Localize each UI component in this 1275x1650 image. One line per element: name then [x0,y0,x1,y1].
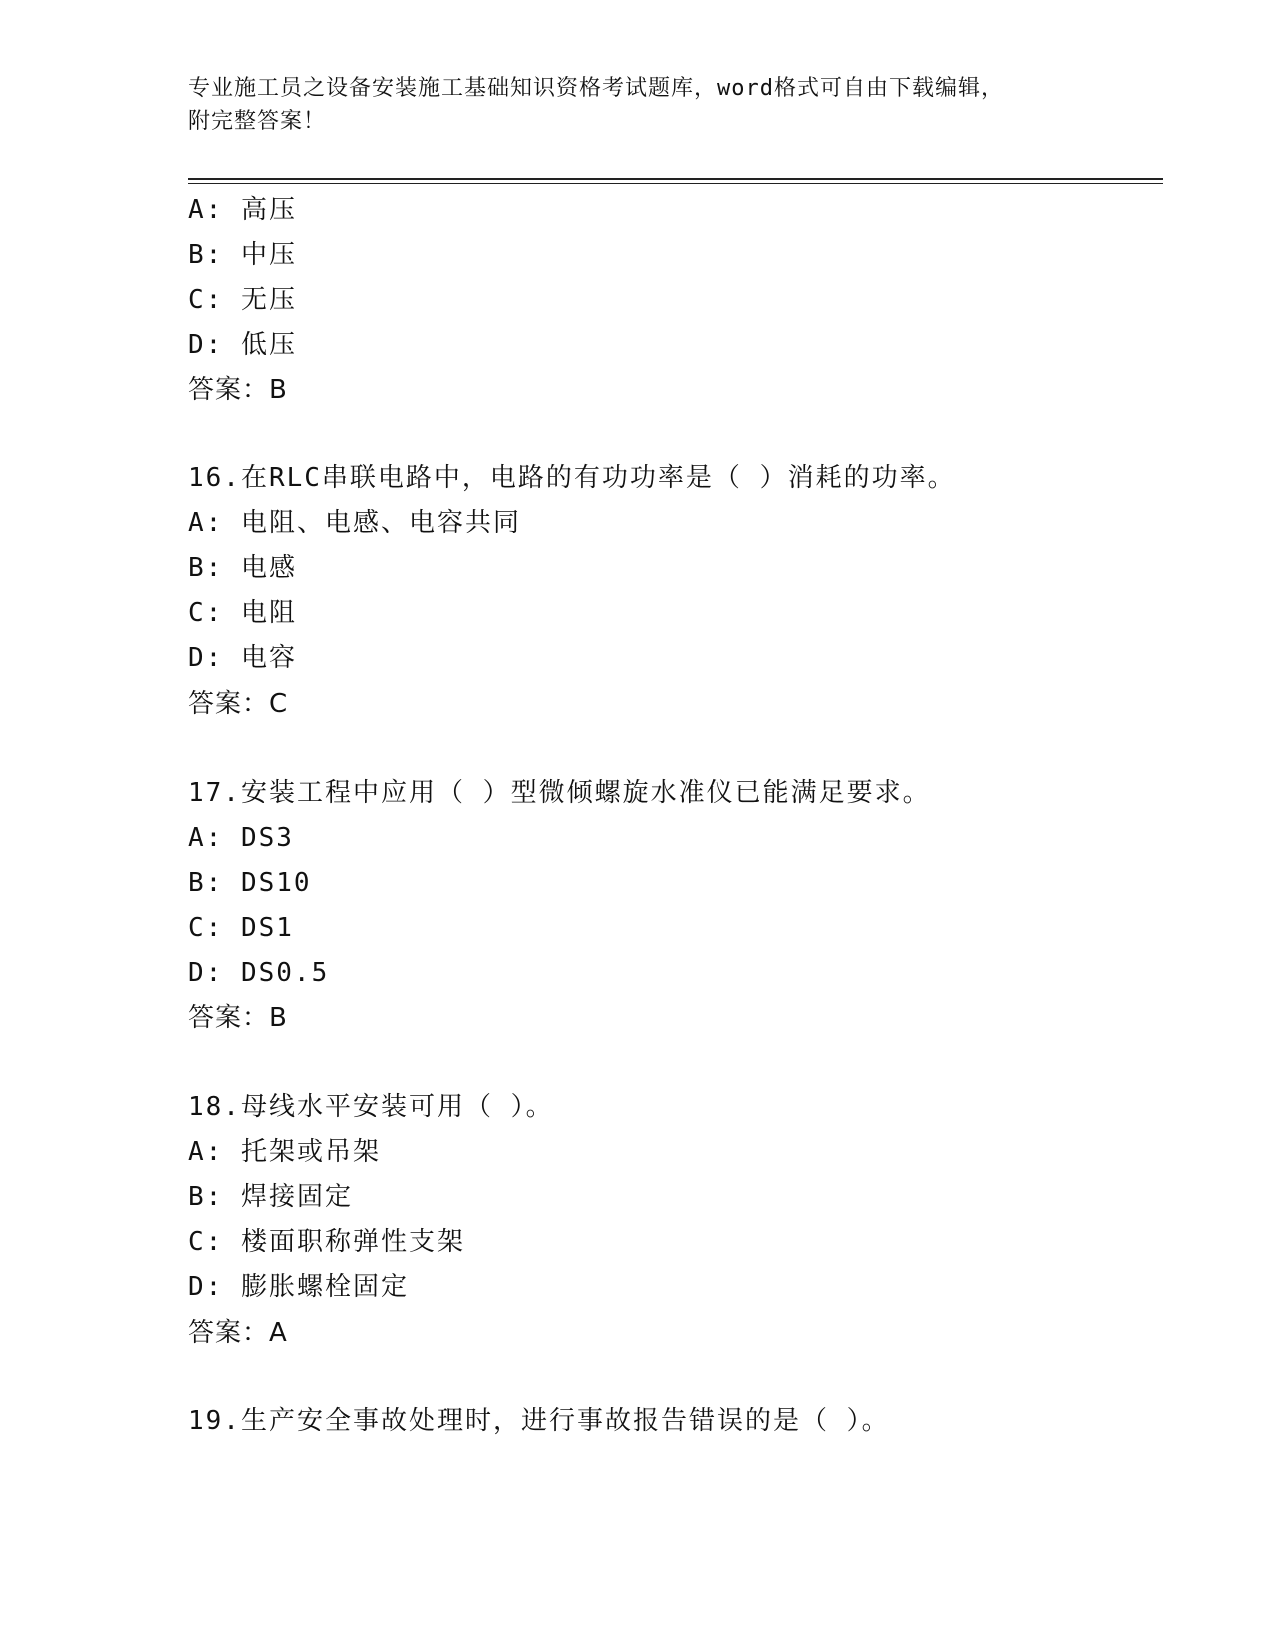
q18-option-c: C: 楼面职称弹性支架 [188,1227,465,1257]
q15-option-a: A: 高压 [188,195,297,225]
q17-option-a: A: DS3 [188,823,294,853]
q18-option-b: B: 焊接固定 [188,1182,353,1212]
document-header [188,72,1068,138]
q15-option-d: D: 低压 [188,330,297,360]
q16-stem: 16.在RLC串联电路中，电路的有功功率是（ ）消耗的功率。 [188,463,956,493]
header-line-2: 附完整答案！ [188,109,327,134]
q15-option-b: B: 中压 [188,240,297,270]
header-line-1: 专业施工员之设备安装施工基础知识资格考试题库，word格式可自由下载编辑， [188,76,1004,101]
q16-option-a: A: 电阻、电感、电容共同 [188,508,521,538]
q18-option-d: D: 膨胀螺栓固定 [188,1272,409,1302]
q17-option-d: D: DS0.5 [188,958,330,988]
header-divider-thin [188,183,1163,184]
q17-answer: 答案：B [188,1003,288,1033]
q17-option-c: C: DS1 [188,913,294,943]
q17-stem: 17.安装工程中应用（ ）型微倾螺旋水准仪已能满足要求。 [188,778,931,808]
q19-stem: 19.生产安全事故处理时，进行事故报告错误的是（ ）。 [188,1406,890,1436]
header-divider-thick [188,178,1163,180]
q15-answer: 答案：B [188,375,288,405]
q18-stem: 18.母线水平安装可用（ ）。 [188,1092,554,1122]
q17-option-b: B: DS10 [188,868,312,898]
q18-answer: 答案：A [188,1318,288,1348]
q16-answer: 答案：C [188,689,289,719]
q16-option-c: C: 电阻 [188,598,297,628]
q15-option-c: C: 无压 [188,285,297,315]
q18-option-a: A: 托架或吊架 [188,1137,381,1167]
q16-option-d: D: 电容 [188,643,297,673]
q16-option-b: B: 电感 [188,553,297,583]
